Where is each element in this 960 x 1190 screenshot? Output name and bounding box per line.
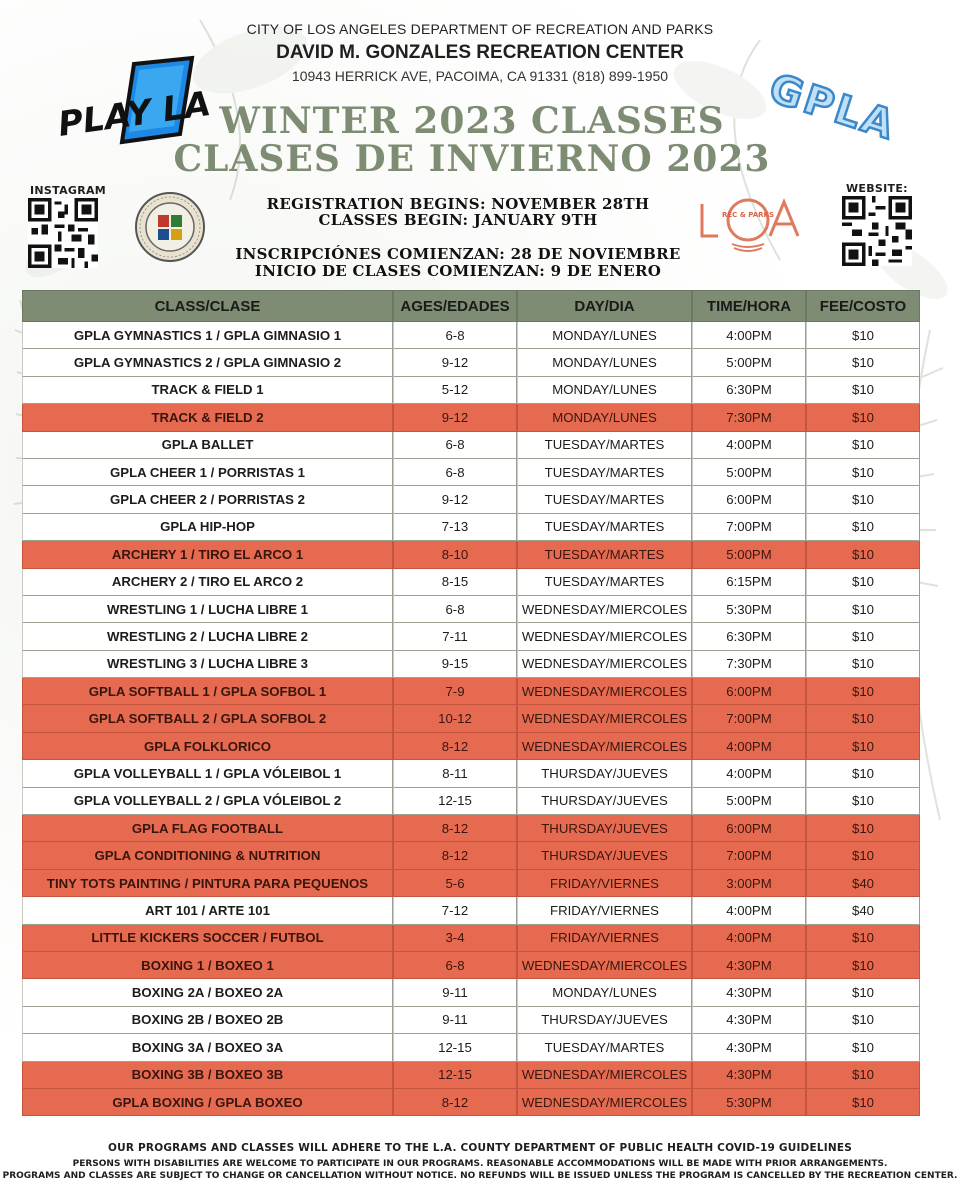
day-cell: TUESDAY/MARTES <box>517 541 692 568</box>
day-cell: WEDNESDAY/MIERCOLES <box>517 623 692 650</box>
day-cell: TUESDAY/MARTES <box>517 459 692 486</box>
classes-begin-en: CLASSES BEGIN: JANUARY 9TH <box>318 211 598 229</box>
class-name-cell: ARCHERY 2 / TIRO EL ARCO 2 <box>22 569 393 596</box>
gpla-logo <box>762 60 902 152</box>
day-cell: MONDAY/LUNES <box>517 322 692 349</box>
ages-cell: 8-10 <box>393 541 517 568</box>
table-row <box>22 569 920 596</box>
table-row <box>22 870 920 897</box>
title-english: WINTER 2023 CLASSES <box>219 100 725 142</box>
day-cell: TUESDAY/MARTES <box>517 432 692 459</box>
fee-cell: $10 <box>806 404 920 431</box>
class-name-cell: GPLA BOXING / GPLA BOXEO <box>22 1089 393 1116</box>
table-row <box>22 651 920 678</box>
fee-cell: $10 <box>806 349 920 376</box>
ages-cell: 9-12 <box>393 349 517 376</box>
column-header-fee: FEE/COSTO <box>806 290 920 322</box>
fee-cell: $10 <box>806 842 920 869</box>
ages-cell: 6-8 <box>393 432 517 459</box>
time-cell: 7:30PM <box>692 651 806 678</box>
time-cell: 7:00PM <box>692 705 806 732</box>
rec-and-parks-logo <box>700 196 804 254</box>
table-row <box>22 541 920 568</box>
table-row <box>22 952 920 979</box>
ages-cell: 7-12 <box>393 897 517 924</box>
website-label: WEBSITE: <box>846 182 908 195</box>
day-cell: WEDNESDAY/MIERCOLES <box>517 678 692 705</box>
fee-cell: $10 <box>806 623 920 650</box>
day-cell: WEDNESDAY/MIERCOLES <box>517 651 692 678</box>
ages-cell: 6-8 <box>393 952 517 979</box>
ages-cell: 6-8 <box>393 459 517 486</box>
ages-cell: 9-15 <box>393 651 517 678</box>
time-cell: 4:30PM <box>692 952 806 979</box>
ages-cell: 3-4 <box>393 925 517 952</box>
class-name-cell: TRACK & FIELD 2 <box>22 404 393 431</box>
fee-cell: $10 <box>806 979 920 1006</box>
ages-cell: 9-11 <box>393 979 517 1006</box>
class-schedule-table <box>22 290 920 1116</box>
ages-cell: 8-15 <box>393 569 517 596</box>
time-cell: 5:00PM <box>692 459 806 486</box>
class-name-cell: BOXING 2B / BOXEO 2B <box>22 1007 393 1034</box>
center-address: 10943 HERRICK AVE, PACOIMA, CA 91331 (818) 899-1950 <box>291 68 669 84</box>
class-name-cell: GPLA CONDITIONING & NUTRITION <box>22 842 393 869</box>
column-header-time: TIME/HORA <box>692 290 806 322</box>
fee-cell: $10 <box>806 760 920 787</box>
table-row <box>22 404 920 431</box>
time-cell: 6:30PM <box>692 377 806 404</box>
time-cell: 5:30PM <box>692 596 806 623</box>
table-header-row <box>22 290 920 322</box>
table-row <box>22 486 920 513</box>
time-cell: 4:30PM <box>692 1062 806 1089</box>
time-cell: 4:00PM <box>692 733 806 760</box>
table-row <box>22 925 920 952</box>
fee-cell: $10 <box>806 1034 920 1061</box>
fee-cell: $10 <box>806 541 920 568</box>
time-cell: 4:00PM <box>692 432 806 459</box>
fee-cell: $10 <box>806 486 920 513</box>
ages-cell: 9-12 <box>393 486 517 513</box>
day-cell: TUESDAY/MARTES <box>517 514 692 541</box>
table-row <box>22 1089 920 1116</box>
fee-cell: $10 <box>806 651 920 678</box>
table-row <box>22 1007 920 1034</box>
day-cell: WEDNESDAY/MIERCOLES <box>517 705 692 732</box>
playla-logo <box>55 56 214 148</box>
class-name-cell: GPLA SOFTBALL 2 / GPLA SOFBOL 2 <box>22 705 393 732</box>
website-qr-code[interactable] <box>842 196 912 266</box>
fee-cell: $10 <box>806 1007 920 1034</box>
table-row <box>22 623 920 650</box>
table-row <box>22 705 920 732</box>
class-name-cell: GPLA HIP-HOP <box>22 514 393 541</box>
table-row <box>22 596 920 623</box>
table-row <box>22 760 920 787</box>
ages-cell: 9-11 <box>393 1007 517 1034</box>
day-cell: MONDAY/LUNES <box>517 377 692 404</box>
table-row <box>22 815 920 842</box>
rec-and-parks-text: REC & PARKS <box>721 211 775 219</box>
table-row <box>22 432 920 459</box>
instagram-qr-code[interactable] <box>28 198 98 268</box>
fee-cell: $10 <box>806 678 920 705</box>
time-cell: 4:30PM <box>692 1007 806 1034</box>
city-seal-icon <box>134 191 206 263</box>
ages-cell: 7-11 <box>393 623 517 650</box>
day-cell: THURSDAY/JUEVES <box>517 788 692 815</box>
fee-cell: $10 <box>806 377 920 404</box>
class-name-cell: BOXING 1 / BOXEO 1 <box>22 952 393 979</box>
time-cell: 4:00PM <box>692 760 806 787</box>
accessibility-note: PERSONS WITH DISABILITIES ARE WELCOME TO PARTICIPATE IN OUR PROGRAMS. REASONABLE ACCOMMODATIONS WILL BE MADE WITH PRIOR ARRANGEMENTS. <box>72 1159 888 1169</box>
day-cell: WEDNESDAY/MIERCOLES <box>517 733 692 760</box>
ages-cell: 12-15 <box>393 1062 517 1089</box>
day-cell: WEDNESDAY/MIERCOLES <box>517 596 692 623</box>
time-cell: 6:00PM <box>692 678 806 705</box>
column-header-day: DAY/DIA <box>517 290 692 322</box>
table-row <box>22 322 920 349</box>
ages-cell: 6-8 <box>393 596 517 623</box>
class-name-cell: GPLA GYMNASTICS 2 / GPLA GIMNASIO 2 <box>22 349 393 376</box>
class-name-cell: TRACK & FIELD 1 <box>22 377 393 404</box>
day-cell: FRIDAY/VIERNES <box>517 870 692 897</box>
class-name-cell: GPLA FOLKLORICO <box>22 733 393 760</box>
gpla-logo-text: GPLA <box>763 65 903 150</box>
center-name: DAVID M. GONZALES RECREATION CENTER <box>276 42 684 63</box>
fee-cell: $10 <box>806 952 920 979</box>
table-row <box>22 1062 920 1089</box>
class-name-cell: WRESTLING 3 / LUCHA LIBRE 3 <box>22 651 393 678</box>
ages-cell: 8-12 <box>393 733 517 760</box>
class-name-cell: GPLA VOLLEYBALL 1 / GPLA VÓLEIBOL 1 <box>22 760 393 787</box>
fee-cell: $40 <box>806 897 920 924</box>
day-cell: FRIDAY/VIERNES <box>517 925 692 952</box>
day-cell: TUESDAY/MARTES <box>517 486 692 513</box>
time-cell: 4:00PM <box>692 322 806 349</box>
covid-guidelines-note: OUR PROGRAMS AND CLASSES WILL ADHERE TO THE L.A. COUNTY DEPARTMENT OF PUBLIC HEALTH COVID-19 GUIDELINES <box>108 1142 852 1154</box>
day-cell: FRIDAY/VIERNES <box>517 897 692 924</box>
title-spanish: CLASES DE INVIERNO 2023 <box>173 138 771 180</box>
table-row <box>22 897 920 924</box>
day-cell: THURSDAY/JUEVES <box>517 760 692 787</box>
day-cell: THURSDAY/JUEVES <box>517 842 692 869</box>
table-row <box>22 678 920 705</box>
class-name-cell: GPLA CHEER 2 / PORRISTAS 2 <box>22 486 393 513</box>
ages-cell: 8-12 <box>393 815 517 842</box>
table-row <box>22 788 920 815</box>
ages-cell: 12-15 <box>393 788 517 815</box>
time-cell: 6:15PM <box>692 569 806 596</box>
ages-cell: 7-9 <box>393 678 517 705</box>
department-name: CITY OF LOS ANGELES DEPARTMENT OF RECREATION AND PARKS <box>246 21 714 37</box>
table-row <box>22 842 920 869</box>
time-cell: 7:30PM <box>692 404 806 431</box>
fee-cell: $10 <box>806 815 920 842</box>
time-cell: 4:00PM <box>692 925 806 952</box>
day-cell: WEDNESDAY/MIERCOLES <box>517 1062 692 1089</box>
column-header-class: CLASS/CLASE <box>22 290 393 322</box>
fee-cell: $10 <box>806 788 920 815</box>
fee-cell: $10 <box>806 733 920 760</box>
time-cell: 4:30PM <box>692 1034 806 1061</box>
time-cell: 4:30PM <box>692 979 806 1006</box>
playla-logo-text: PLAY LA <box>55 83 214 145</box>
time-cell: 6:00PM <box>692 486 806 513</box>
day-cell: MONDAY/LUNES <box>517 404 692 431</box>
class-name-cell: WRESTLING 2 / LUCHA LIBRE 2 <box>22 623 393 650</box>
table-row <box>22 979 920 1006</box>
fee-cell: $10 <box>806 514 920 541</box>
class-name-cell: ARCHERY 1 / TIRO EL ARCO 1 <box>22 541 393 568</box>
instagram-label: INSTAGRAM <box>30 184 107 197</box>
ages-cell: 10-12 <box>393 705 517 732</box>
time-cell: 6:00PM <box>692 815 806 842</box>
registration-begins-es: INSCRIPCIÓNES COMIENZAN: 28 DE NOVIEMBRE <box>235 245 681 263</box>
day-cell: MONDAY/LUNES <box>517 979 692 1006</box>
class-name-cell: BOXING 2A / BOXEO 2A <box>22 979 393 1006</box>
time-cell: 4:00PM <box>692 897 806 924</box>
day-cell: THURSDAY/JUEVES <box>517 815 692 842</box>
class-name-cell: GPLA FLAG FOOTBALL <box>22 815 393 842</box>
time-cell: 7:00PM <box>692 842 806 869</box>
time-cell: 6:30PM <box>692 623 806 650</box>
day-cell: TUESDAY/MARTES <box>517 569 692 596</box>
time-cell: 7:00PM <box>692 514 806 541</box>
time-cell: 5:00PM <box>692 788 806 815</box>
fee-cell: $10 <box>806 569 920 596</box>
ages-cell: 8-12 <box>393 842 517 869</box>
fee-cell: $40 <box>806 870 920 897</box>
class-name-cell: GPLA VOLLEYBALL 2 / GPLA VÓLEIBOL 2 <box>22 788 393 815</box>
table-row <box>22 377 920 404</box>
table-row <box>22 459 920 486</box>
class-name-cell: GPLA GYMNASTICS 1 / GPLA GIMNASIO 1 <box>22 322 393 349</box>
fee-cell: $10 <box>806 1089 920 1116</box>
ages-cell: 7-13 <box>393 514 517 541</box>
fee-cell: $10 <box>806 705 920 732</box>
refund-policy-note: PROGRAMS AND CLASSES ARE SUBJECT TO CHANGE OR CANCELLATION WITHOUT NOTICE. NO REFUNDS WILL BE ISSUED UNLESS THE PROGRAM IS CANCELLED BY THE RECREATION CENTER. <box>2 1171 958 1181</box>
fee-cell: $10 <box>806 459 920 486</box>
ages-cell: 9-12 <box>393 404 517 431</box>
ages-cell: 5-6 <box>393 870 517 897</box>
day-cell: MONDAY/LUNES <box>517 349 692 376</box>
class-name-cell: TINY TOTS PAINTING / PINTURA PARA PEQUENOS <box>22 870 393 897</box>
time-cell: 5:30PM <box>692 1089 806 1116</box>
table-row <box>22 349 920 376</box>
table-row <box>22 514 920 541</box>
ages-cell: 12-15 <box>393 1034 517 1061</box>
ages-cell: 6-8 <box>393 322 517 349</box>
class-name-cell: LITTLE KICKERS SOCCER / FUTBOL <box>22 925 393 952</box>
classes-begin-es: INICIO DE CLASES COMIENZAN: 9 DE ENERO <box>254 262 662 280</box>
day-cell: THURSDAY/JUEVES <box>517 1007 692 1034</box>
fee-cell: $10 <box>806 1062 920 1089</box>
fee-cell: $10 <box>806 925 920 952</box>
class-name-cell: WRESTLING 1 / LUCHA LIBRE 1 <box>22 596 393 623</box>
fee-cell: $10 <box>806 596 920 623</box>
class-name-cell: ART 101 / ARTE 101 <box>22 897 393 924</box>
registration-begins-en: REGISTRATION BEGINS: NOVEMBER 28TH <box>266 195 650 213</box>
ages-cell: 8-12 <box>393 1089 517 1116</box>
day-cell: WEDNESDAY/MIERCOLES <box>517 952 692 979</box>
class-name-cell: BOXING 3A / BOXEO 3A <box>22 1034 393 1061</box>
table-row <box>22 733 920 760</box>
time-cell: 5:00PM <box>692 349 806 376</box>
table-row <box>22 1034 920 1061</box>
day-cell: WEDNESDAY/MIERCOLES <box>517 1089 692 1116</box>
fee-cell: $10 <box>806 432 920 459</box>
ages-cell: 8-11 <box>393 760 517 787</box>
class-name-cell: GPLA BALLET <box>22 432 393 459</box>
time-cell: 3:00PM <box>692 870 806 897</box>
class-name-cell: GPLA CHEER 1 / PORRISTAS 1 <box>22 459 393 486</box>
fee-cell: $10 <box>806 322 920 349</box>
class-name-cell: BOXING 3B / BOXEO 3B <box>22 1062 393 1089</box>
day-cell: TUESDAY/MARTES <box>517 1034 692 1061</box>
time-cell: 5:00PM <box>692 541 806 568</box>
column-header-ages: AGES/EDADES <box>393 290 517 322</box>
class-name-cell: GPLA SOFTBALL 1 / GPLA SOFBOL 1 <box>22 678 393 705</box>
ages-cell: 5-12 <box>393 377 517 404</box>
